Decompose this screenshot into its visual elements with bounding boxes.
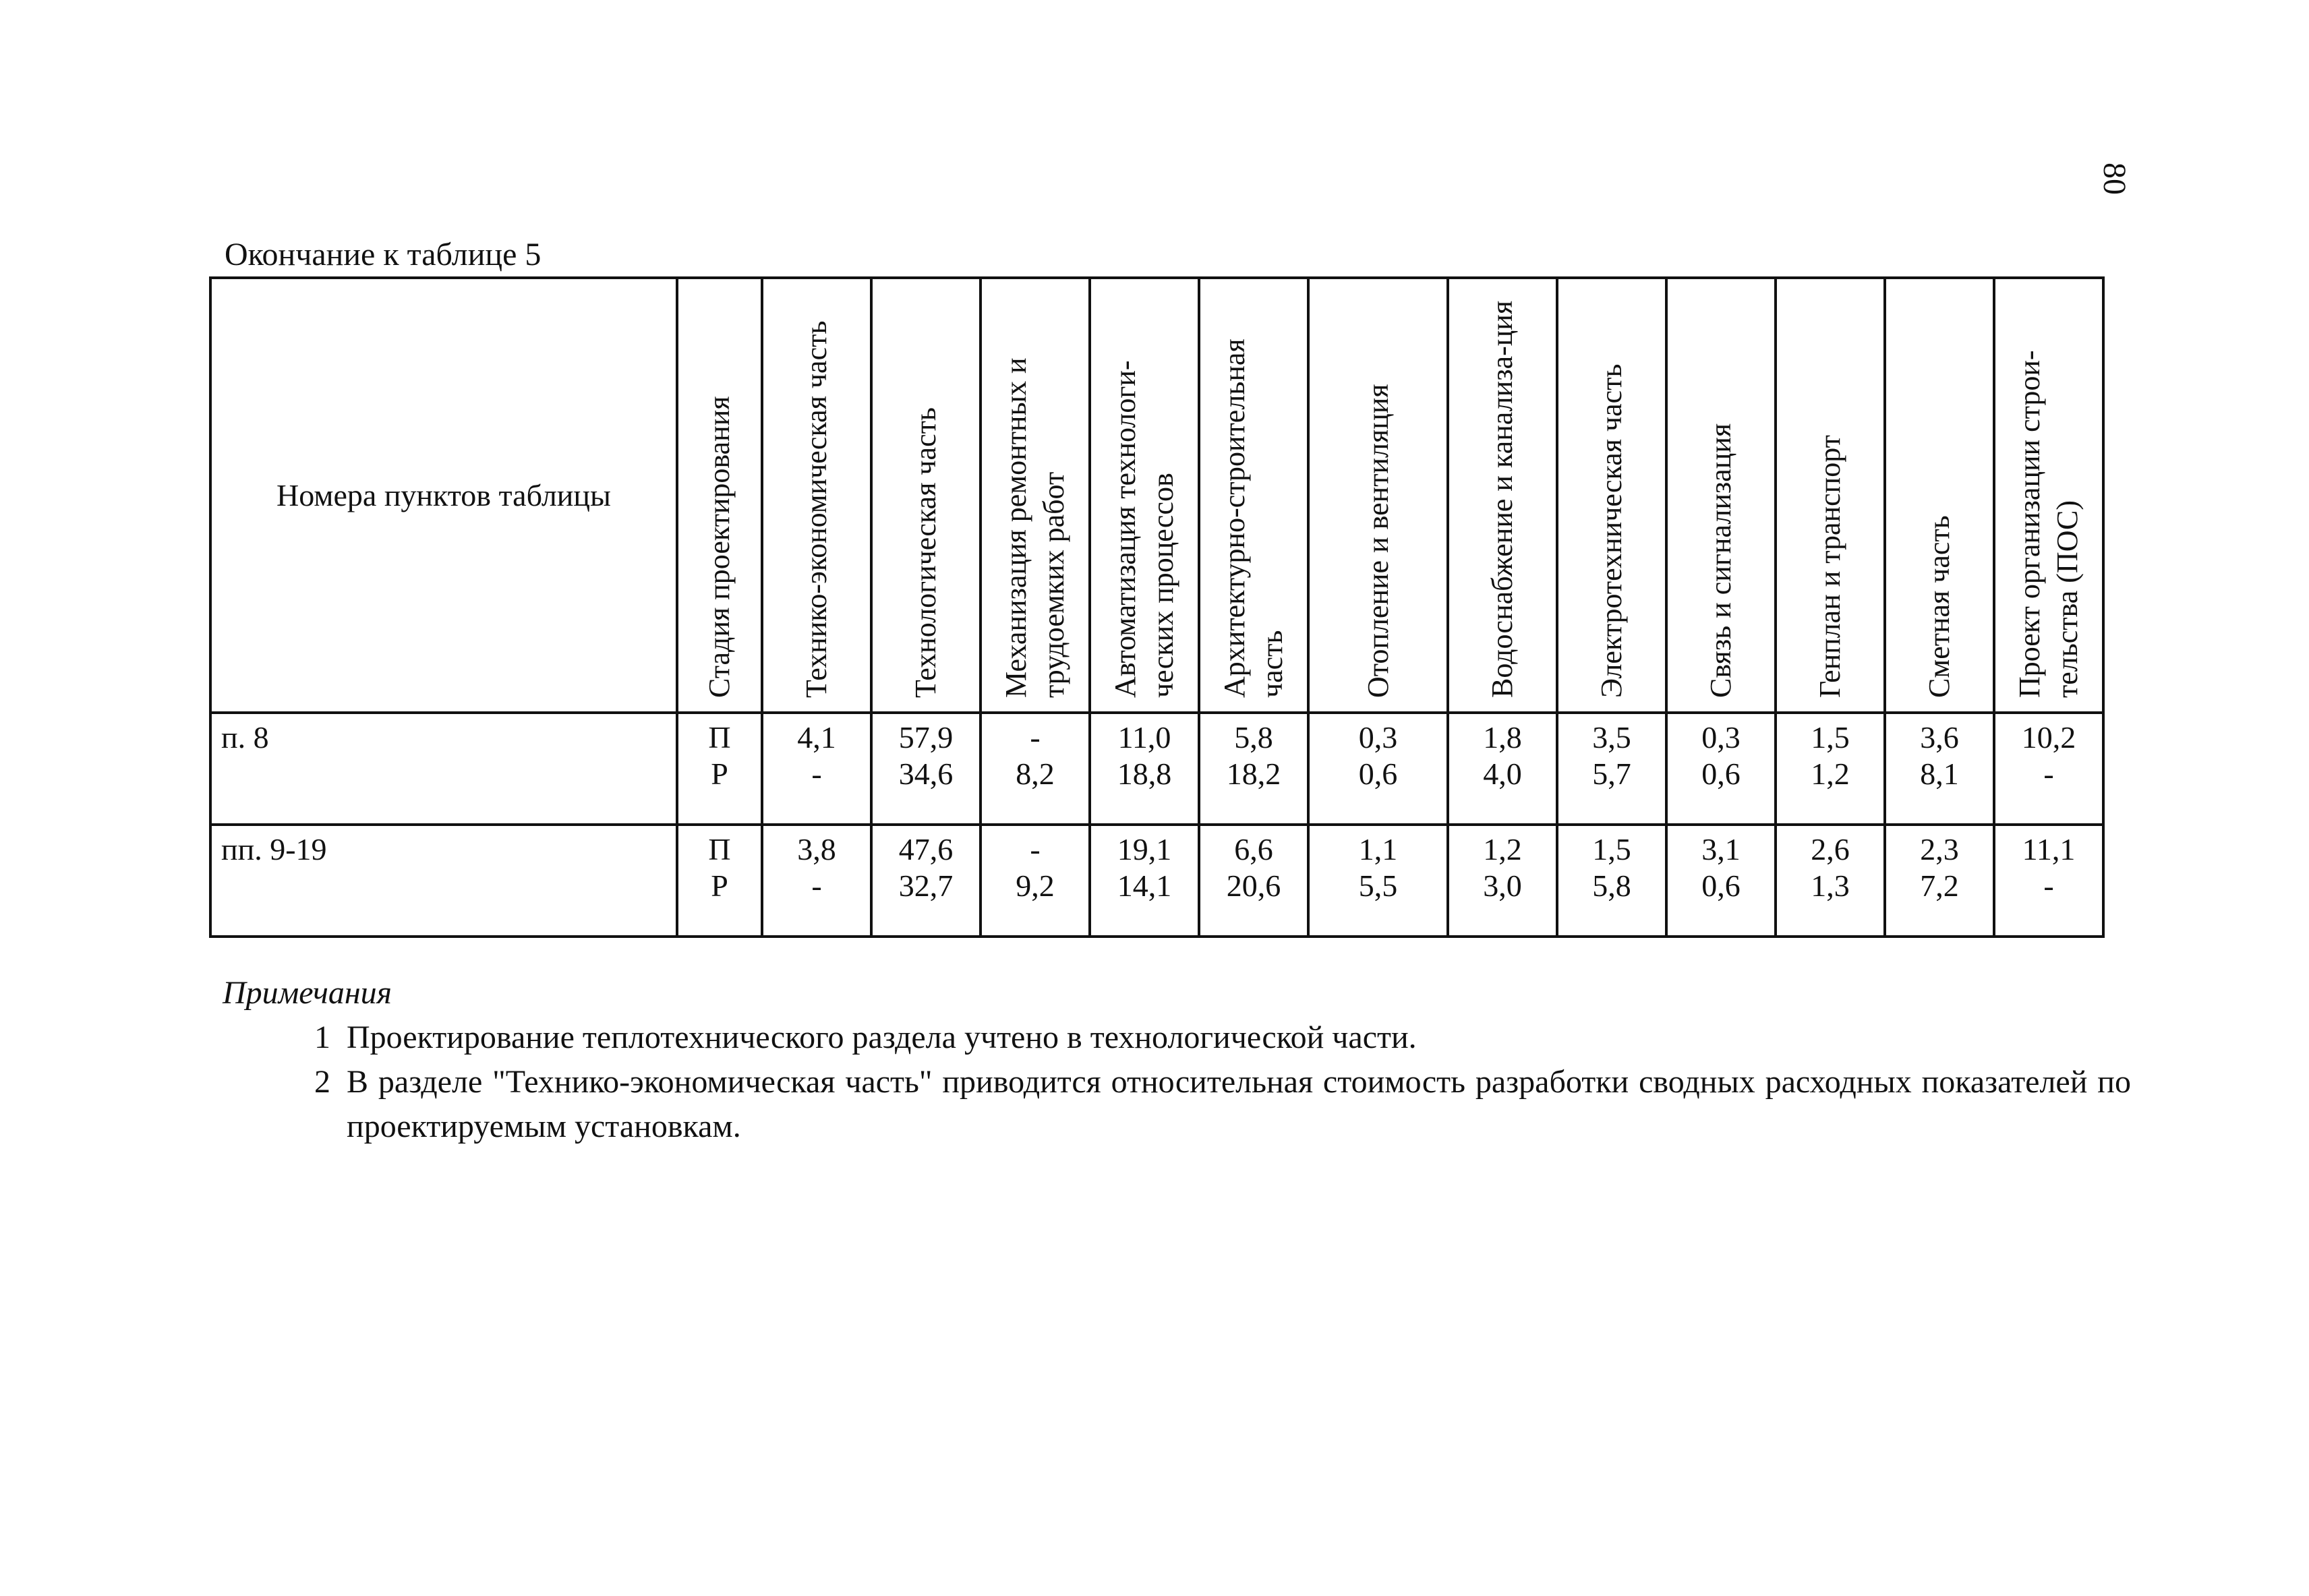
value-r: 32,7 (898, 868, 954, 903)
value-r: 0,6 (1701, 757, 1741, 791)
value-r: 7,2 (1920, 868, 1959, 903)
value-r: 0,6 (1701, 868, 1741, 903)
value-p: 1,2 (1483, 832, 1522, 866)
value-r: 34,6 (898, 757, 954, 791)
value-p: - (1030, 720, 1041, 755)
value-r: 8,2 (1016, 757, 1055, 791)
value-p: 3,5 (1592, 720, 1631, 755)
table-cell (1885, 825, 1994, 937)
table-cell (981, 825, 1090, 937)
value-r: 18,8 (1117, 757, 1172, 791)
value-r: 1,3 (1811, 868, 1850, 903)
table-caption: Окончание к таблице 5 (225, 237, 542, 272)
value-p: 3,1 (1701, 832, 1741, 866)
table-cell (762, 825, 871, 937)
table-cell (1557, 713, 1666, 825)
value-p: 47,6 (898, 832, 954, 866)
note-text: Проектирование теплотехнического раздела учтено в технологической части. (347, 1019, 1417, 1055)
cost-distribution-table (209, 276, 2105, 938)
value-p: П (708, 832, 731, 866)
table-cell (1448, 825, 1557, 937)
table-row (210, 825, 2103, 937)
header-row-numbers: Номера пунктов таблицы (210, 278, 677, 713)
value-p: 11,0 (1117, 720, 1171, 755)
table-row (210, 713, 2103, 825)
header-label: Технико-экономическая часть (800, 320, 833, 698)
table-cell (1994, 713, 2103, 825)
table-cell (1776, 825, 1885, 937)
value-r: 8,1 (1920, 757, 1959, 791)
value-p: 1,5 (1592, 832, 1631, 866)
table-cell (1666, 825, 1776, 937)
header-label: Проект организации строи-тельства (ПОС) (2013, 349, 2084, 698)
table-header-row (210, 278, 2103, 713)
note-number: 2 (314, 1064, 330, 1100)
row-label: п. 8 (210, 713, 677, 825)
value-p: 0,3 (1701, 720, 1741, 755)
header-label: Технологическая часть (909, 407, 942, 698)
table-cell (1557, 825, 1666, 937)
value-r: 18,2 (1226, 757, 1281, 791)
header-architecture (1199, 278, 1308, 713)
header-heating (1308, 278, 1448, 713)
header-general-plan (1776, 278, 1885, 713)
header-construction-organization (1994, 278, 2103, 713)
table-cell (1090, 825, 1199, 937)
table-cell (762, 713, 871, 825)
header-design-stage (677, 278, 762, 713)
value-p: 2,6 (1811, 832, 1850, 866)
value-p: 1,5 (1811, 720, 1850, 755)
table-cell (1199, 713, 1308, 825)
header-label: Автоматизация технологи-ческих процессов (1109, 359, 1179, 698)
header-communication (1666, 278, 1776, 713)
value-r: Р (711, 757, 728, 791)
header-automation (1090, 278, 1199, 713)
value-r: 5,7 (1592, 757, 1631, 791)
value-r: 1,2 (1811, 757, 1850, 791)
note-item (223, 1060, 2131, 1149)
value-p: 5,8 (1234, 720, 1273, 755)
value-p: 0,3 (1358, 720, 1398, 755)
table-cell (1308, 825, 1448, 937)
header-label: Сметная часть (1923, 514, 1956, 698)
header-label: Отопление и вентиляция (1361, 383, 1395, 698)
value-r: - (2043, 757, 2054, 791)
table-cell (677, 825, 762, 937)
value-r: 14,1 (1117, 868, 1172, 903)
header-label: Механизация ремонтных и трудоемких работ (999, 357, 1070, 698)
table-cell (981, 713, 1090, 825)
table-cell (677, 713, 762, 825)
value-r: 9,2 (1016, 868, 1055, 903)
note-item (223, 1015, 2131, 1060)
header-mechanization (981, 278, 1090, 713)
header-water-supply (1448, 278, 1557, 713)
header-label: Связь и сигнализация (1704, 423, 1737, 698)
row-label: пп. 9-19 (210, 825, 677, 937)
header-electrical (1557, 278, 1666, 713)
value-r: - (811, 757, 822, 791)
value-p: 1,1 (1358, 832, 1398, 866)
header-estimate (1885, 278, 1994, 713)
table-cell (871, 825, 981, 937)
value-p: 11,1 (2022, 832, 2076, 866)
table-cell (1199, 825, 1308, 937)
table-cell (1308, 713, 1448, 825)
note-text: В разделе "Технико-экономическая часть" приводится относительная стоимость разработки сводных расходных показателей по проектируемым установкам. (347, 1064, 2131, 1144)
value-p: 2,3 (1920, 832, 1959, 866)
header-technical-economic (762, 278, 871, 713)
header-technological (871, 278, 981, 713)
note-number: 1 (314, 1019, 330, 1055)
value-p: 1,8 (1483, 720, 1522, 755)
value-r: - (811, 868, 822, 903)
notes-title: Примечания (223, 975, 392, 1011)
header-label: Электротехническая часть (1595, 363, 1628, 698)
value-r: 0,6 (1358, 757, 1398, 791)
header-label: Стадия проектирования (703, 396, 736, 698)
value-p: 19,1 (1117, 832, 1172, 866)
value-p: 57,9 (898, 720, 954, 755)
value-p: 3,6 (1920, 720, 1959, 755)
value-r: 5,5 (1358, 868, 1398, 903)
table-cell (1090, 713, 1199, 825)
value-p: П (708, 720, 731, 755)
table-cell (1448, 713, 1557, 825)
value-r: - (2043, 868, 2054, 903)
table-cell (1994, 825, 2103, 937)
header-label: Водоснабжение и канализа-ция (1486, 300, 1519, 698)
notes-section (223, 971, 2131, 1149)
value-p: 3,8 (797, 832, 836, 866)
value-r: 3,0 (1483, 868, 1522, 903)
value-r: 4,0 (1483, 757, 1522, 791)
table-cell (871, 713, 981, 825)
value-p: 10,2 (2021, 720, 2076, 755)
page-number: 80 (2097, 162, 2132, 195)
value-r: Р (711, 868, 728, 903)
table-cell (1666, 713, 1776, 825)
header-label: Архитектурно-строительная часть (1218, 338, 1289, 698)
table-cell (1776, 713, 1885, 825)
value-p: 4,1 (797, 720, 836, 755)
table-cell (1885, 713, 1994, 825)
value-r: 5,8 (1592, 868, 1631, 903)
header-label: Генплан и транспорт (1813, 434, 1846, 698)
value-p: - (1030, 832, 1041, 866)
value-p: 6,6 (1234, 832, 1273, 866)
value-r: 20,6 (1226, 868, 1281, 903)
